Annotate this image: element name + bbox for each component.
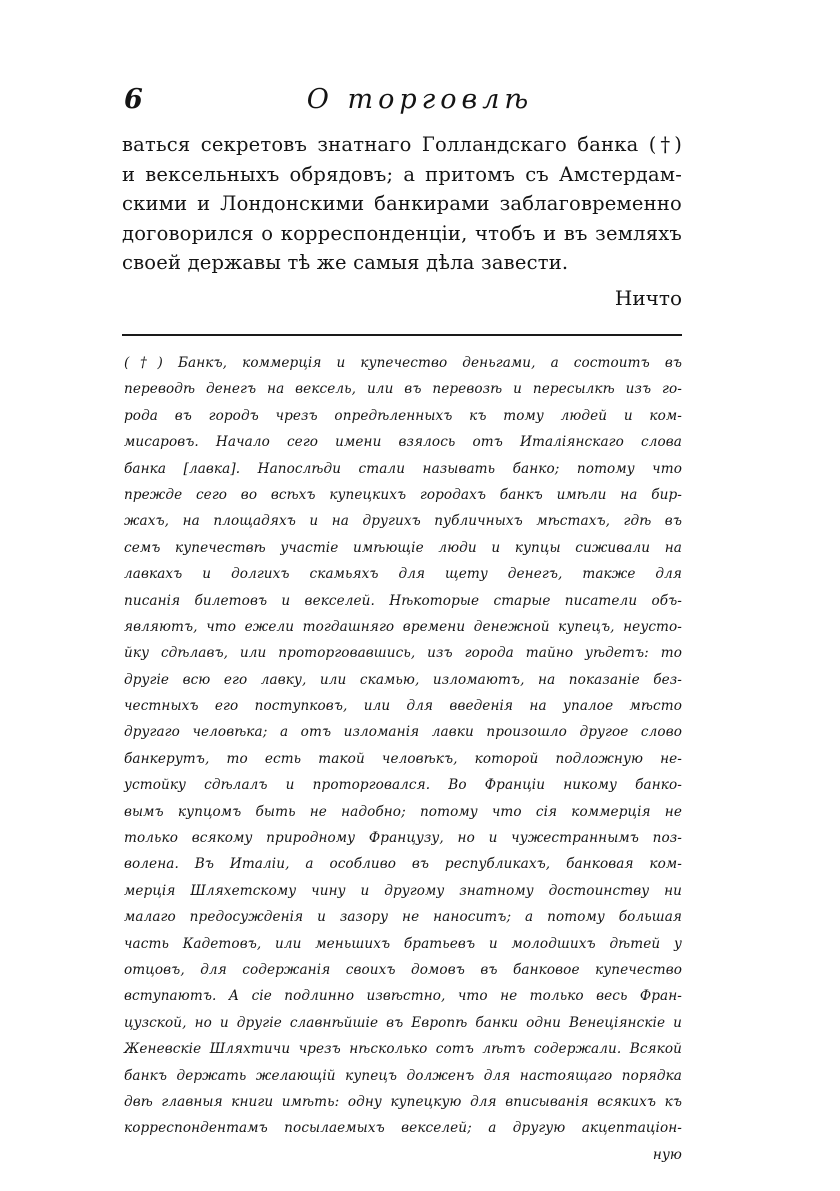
footnote-line: двѣ главныя книги имѣть: одну купецкую для вписыванія всякихъ къ: [124, 1093, 682, 1110]
footnote-line: (†) Банкъ, коммерція и купечество деньгами, а состоитъ въ: [124, 355, 682, 371]
footnote-line: мерція Шляхетскому чину и другому знатному достоинству ни: [124, 882, 682, 899]
footnote-line: йку сдѣлавъ, или проторговавшись, изъ города тайно уѣдетъ: то: [124, 645, 682, 662]
footnote-line: другаго человѣка; а отъ изломанія лавки произошло другое слово: [124, 724, 682, 741]
main-text-line: договорился о корреспонденціи, чтобъ и въ земляхъ: [122, 221, 682, 245]
footnote-line: писанія билетовъ и векселей. Нѣкоторые старые писатели объ-: [124, 592, 682, 609]
main-text-line: скими и Лондонскими банкирами заблаговременно: [122, 192, 682, 215]
footnote-line: ную: [652, 1146, 682, 1163]
footnote-line: жахъ, на площадяхъ и на другихъ публичныхъ мѣстахъ, гдѣ въ: [124, 513, 682, 530]
footnote-line: устойку сдѣлалъ и проторговался. Во Франціи никому банко-: [124, 777, 682, 794]
page-number: 6: [124, 84, 143, 115]
footnote-line: банкерутъ, то есть такой человѣкъ, которой подложную не-: [124, 750, 682, 767]
footnote-line: другіе всю его лавку, или скамью, изломаютъ, на показаніе без-: [124, 671, 682, 688]
running-title: О торговлѣ: [306, 84, 534, 115]
footnote-line: являютъ, что ежели тогдашняго времени денежной купецъ, неусто-: [124, 618, 682, 635]
footnote-line: часть Кадетовъ, или меньшихъ братьевъ и молодшихъ дѣтей у: [124, 935, 682, 952]
footnote-line: малаго предосужденія и зазору не наноситъ; а потому большая: [124, 909, 682, 926]
footnote-line: отцовъ, для содержанія своихъ домовъ въ банковое купечество: [124, 961, 682, 978]
footnote-line: корреспондентамъ посылаемыхъ векселей; а другую акцептаціон-: [124, 1120, 682, 1137]
footnote-line: только всякому природному Французу, но и чужестраннымъ поз-: [124, 830, 682, 847]
catchword: Ничто: [614, 286, 682, 310]
main-text-block: [122, 130, 682, 278]
footnote-line: мисаровъ. Начало сего имени взялось отъ Италіянскаго слова: [124, 434, 682, 451]
footnote-line: Женевскіе Шляхтичи чрезъ нѣсколько сотъ лѣтъ содержали. Всякой: [124, 1041, 682, 1058]
footnote-line: честныхъ его поступковъ, или для введенія на упалое мѣсто: [124, 698, 682, 715]
footnote-line: лавкахъ и долгихъ скамьяхъ для щету денегъ, также для: [124, 566, 682, 583]
main-text-line: своей державы тѣ же самыя дѣла завести.: [122, 251, 569, 274]
footnote-line: вступаютъ. А сіе подлинно извѣстно, что не только весь Фран-: [124, 988, 682, 1005]
main-text-line: ваться секретовъ знатнаго Голландскаго банка (†): [122, 133, 682, 156]
footnote-block: [124, 350, 682, 1168]
main-text-line: и вексельныхъ обрядовъ; а притомъ съ Амстердам-: [122, 162, 682, 186]
footnote-line: прежде сего во всѣхъ купецкихъ городахъ банкъ имѣли на бир-: [124, 486, 682, 503]
footnote-line: переводѣ денегъ на вексель, или въ перевозѣ и пересылкѣ изъ го-: [124, 381, 682, 398]
footnote-line: вымъ купцомъ быть не надобно; потому что сія коммерція не: [124, 803, 682, 820]
footnote-line: банкъ держать желающій купецъ долженъ для настоящаго порядка: [124, 1067, 682, 1084]
footnote-divider: [122, 334, 682, 336]
footnote-line: банка [лавка]. Напослѣди стали называть банко; потому что: [124, 460, 682, 477]
footnote-line: семъ купечествѣ участіе имѣющіе люди и купцы сиживали на: [124, 539, 682, 556]
footnote-line: волена. Въ Италіи, а особливо въ республикахъ, банковая ком-: [124, 856, 682, 873]
footnote-line: цузской, но и другіе славнѣйшіе въ Европѣ банки одни Венеціянскіе и: [124, 1014, 682, 1031]
footnote-line: рода въ городъ чрезъ опредѣленныхъ къ тому людей и ком-: [124, 407, 682, 424]
